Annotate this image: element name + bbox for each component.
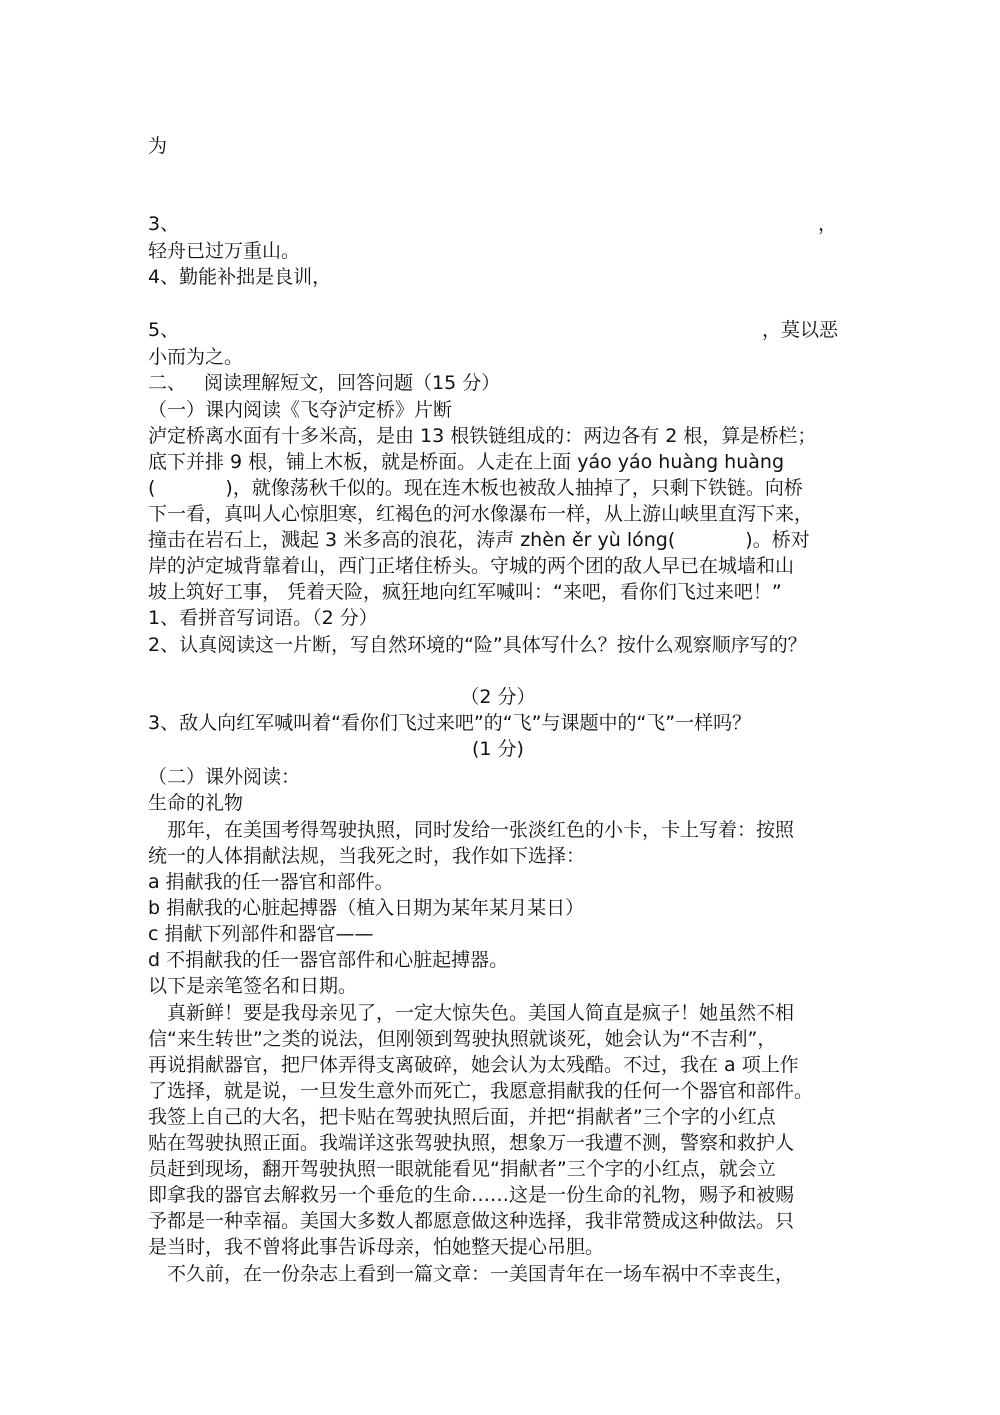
points-label: (1 分) [472,738,524,760]
passage-text: )。桥对 [745,529,810,551]
article-line: 即拿我的器官去解救另一个垂危的生命……这是一份生命的礼物，赐予和被赐 [148,1184,795,1206]
passage-line: 泸定桥离水面有十多米高，是由 13 根铁链组成的：两边各有 2 根，算是桥栏； [148,425,817,447]
text-line: 为 [148,135,168,157]
question-4: 4、勤能补拙是良训， [148,266,332,288]
passage-line [148,475,868,501]
article-line: 那年，在美国考得驾驶执照，同时发给一张淡红色的小卡，卡上写着：按照 [148,819,795,841]
option-a: a 捐献我的任一器官和部件。 [148,871,394,893]
question-2: 2、认真阅读这一片断，写自然环境的“险”具体写什么？按什么观察顺序写的？ [148,634,807,656]
passage-text: 撞击在岩石上，溅起 3 米多高的浪花，涛声 zhèn ěr yù lóng( [148,529,676,551]
article-line: 予都是一种幸福。美国大多数人都愿意做这种选择，我非常赞成这种做法。只 [148,1210,795,1232]
article-line: 信“来生转世”之类的说法，但刚领到驾驶执照就谈死，她会认为“不吉利”， [148,1028,777,1050]
question-3: 3、敌人向红军喊叫着“看你们飞过来吧”的“飞”与课题中的“飞”一样吗？ [148,712,752,734]
passage-text: )，就像荡秋千似的。现在连木板也被敌人抽掉了，只剩下铁链。向桥 [225,477,803,499]
article-line: 以下是亲笔签名和日期。 [148,975,358,997]
option-d: d 不捐献我的任一器官部件和心脏起搏器。 [148,949,509,971]
section-2-heading [148,370,848,396]
passage-line: 坡上筑好工事， 凭着天险，疯狂地向红军喊叫：“来吧，看你们飞过来吧！” [148,581,782,603]
subsection-heading: （二）课外阅读： [148,766,301,788]
article-line: 贴在驾驶执照正面。我端详这张驾驶执照，想象万一我遭不测，警察和救护人 [148,1132,795,1154]
question-5-tail: ，莫以恶 [762,319,839,341]
article-line: 是当时，我不曾将此事告诉母亲，怕她整天提心吊胆。 [148,1236,605,1258]
question-3-number: 3、 [148,213,180,235]
subsection-heading: （一）课内阅读《飞夺泸定桥》片断 [148,399,453,421]
section-title: 阅读理解短文，回答问题（15 分） [204,372,501,394]
question-3-comma: ， [818,213,838,235]
article-line: 了选择，就是说，一旦发生意外而死亡，我愿意捐献我的任何一个器官和部件。 [148,1080,814,1102]
article-line: 不久前，在一份杂志上看到一篇文章：一美国青年在一场车祸中不幸丧生， [148,1263,795,1285]
passage-line: 岸的泸定城背靠着山，西门正堵住桥头。守城的两个团的敌人早已在城墙和山 [148,555,795,577]
article-line: 再说捐献器官，把尸体弄得支离破碎，她会认为太残酷。不过，我在 a 项上作 [148,1054,799,1076]
question-5-number: 5、 [148,319,180,341]
article-line: 统一的人体捐献法规，当我死之时，我作如下选择： [148,845,586,867]
option-b: b 捐献我的心脏起搏器（植入日期为某年某月某日） [148,897,585,919]
article-line: 员赶到现场，翻开驾驶执照一眼就能看见“捐献者”三个字的小红点，就会立 [148,1158,776,1180]
text-line: 轻舟已过万重山。 [148,240,301,262]
question-1: 1、看拼音写词语。（2 分） [148,607,378,629]
text-line: 小而为之。 [148,346,244,368]
option-c: c 捐献下列部件和器官—— [148,923,374,945]
points-label: （2 分） [460,686,536,708]
article-title: 生命的礼物 [148,792,244,814]
article-line: 真新鲜！要是我母亲见了，一定大惊失色。美国人简直是疯子！她虽然不相 [148,1002,795,1024]
passage-line: 下一看，真叫人心惊胆寒，红褐色的河水像瀑布一样，从上游山峡里直泻下来， [148,503,814,525]
passage-line [148,527,868,553]
article-line: 我签上自己的大名，把卡贴在驾驶执照后面，并把“捐献者”三个字的小红点 [148,1106,776,1128]
blank-open: ( [148,477,156,499]
passage-line: 底下并排 9 根，铺上木板，就是桥面。人走在上面 yáo yáo huàng huàng [148,451,785,473]
section-number: 二、 [148,372,187,394]
